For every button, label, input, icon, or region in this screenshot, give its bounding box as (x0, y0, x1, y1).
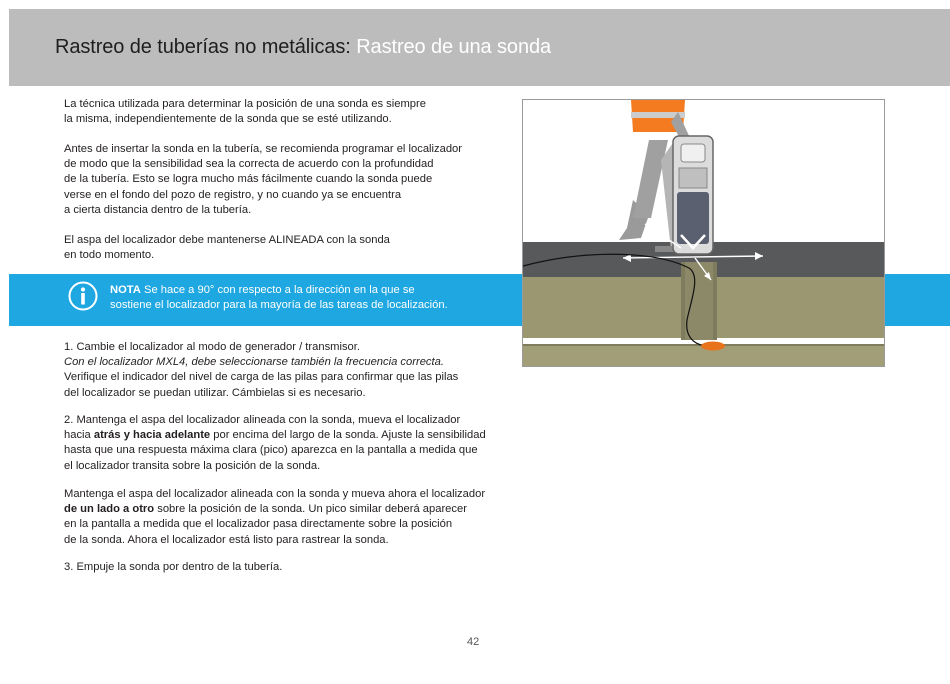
text-line: 3. Empuje la sonda por dentro de la tubería. (64, 561, 283, 573)
text-line: del localizador se puedan utilizar. Cámbielas si es necesario. (64, 386, 366, 399)
text-line: de la tubería. Esto se logra mucho más fácilmente cuando la sonda puede (64, 173, 433, 186)
text-bold: atrás y hacia adelante (93, 429, 211, 442)
step-2 (64, 413, 486, 474)
text-line: de la sonda. Ahora el localizador está listo para rastrear la sonda. (64, 533, 389, 546)
note-text (110, 283, 448, 313)
text-line: el localizador transita sobre la posición de la sonda. (64, 459, 321, 472)
intro-paragraph-2 (64, 142, 462, 218)
text-line: 2. Mantenga el aspa del localizador alineada con la sonda, mueva el localizador (64, 414, 461, 426)
locator-illustration (522, 99, 885, 367)
intro-paragraph-3 (64, 233, 390, 263)
text-line: hasta que una respuesta máxima clara (pico) aparezca en la pantalla a medida que (64, 444, 478, 457)
note-line-2: sostiene el localizador para la mayoría de las tareas de localización. (110, 299, 448, 312)
pipe-bottom (523, 346, 885, 367)
step-3 (64, 560, 282, 575)
intro-paragraph-1 (64, 97, 426, 127)
info-icon (68, 281, 98, 311)
note-line-1: Se hace a 90° con respecto a la dirección en la que se (143, 284, 415, 296)
text-span: hacia (64, 429, 94, 442)
text-line-italic: Con el localizador MXL4, debe seleccionarse también la frecuencia correcta. (64, 356, 444, 369)
text-span: por encima del largo de la sonda. Ajuste la sensibilidad (210, 429, 486, 442)
text-line: El aspa del localizador debe mantenerse ALINEADA con la sonda (64, 234, 390, 246)
sonde-locating-scene (523, 100, 885, 367)
text-line: verse en el fondo del pozo de registro, y no cuando ya se encuentra (64, 188, 402, 201)
text-bold: de un lado a otro (64, 503, 155, 516)
text-line (64, 428, 486, 443)
text-line (64, 502, 485, 517)
text-line: Mantenga el aspa del localizador alineada con la sonda y mueva ahora el localizador (64, 488, 486, 500)
text-span: sobre la posición de la sonda. Un pico similar deberá aparecer (154, 503, 467, 516)
note-label: NOTA (110, 284, 141, 296)
text-line: 1. Cambie el localizador al modo de generador / transmisor. (64, 341, 360, 353)
title-accent: Rastreo de una sonda (356, 36, 552, 58)
page-number: 42 (467, 636, 480, 648)
title-main: Rastreo de tuberías no metálicas: (55, 36, 351, 58)
text-line: en la pantalla a medida que el localizador pasa directamente sobre la posición (64, 518, 453, 531)
text-line: a cierta distancia dentro de la tubería. (64, 203, 252, 216)
page-title (55, 36, 551, 59)
text-line: en todo momento. (64, 249, 155, 262)
text-line: La técnica utilizada para determinar la posición de una sonda es siempre (64, 98, 426, 110)
step-2-continued (64, 487, 485, 548)
text-line: Antes de insertar la sonda en la tubería, se recomienda programar el localizador (64, 143, 462, 155)
text-line: de modo que la sensibilidad sea la correcta de acuerdo con la profundidad (64, 158, 434, 171)
sonde (701, 342, 725, 351)
step-1 (64, 340, 458, 401)
text-line: Verifique el indicador del nivel de carga de las pilas para confirmar que las pilas (64, 371, 459, 384)
text-line: la misma, independientemente de la sonda que se esté utilizando. (64, 113, 392, 126)
